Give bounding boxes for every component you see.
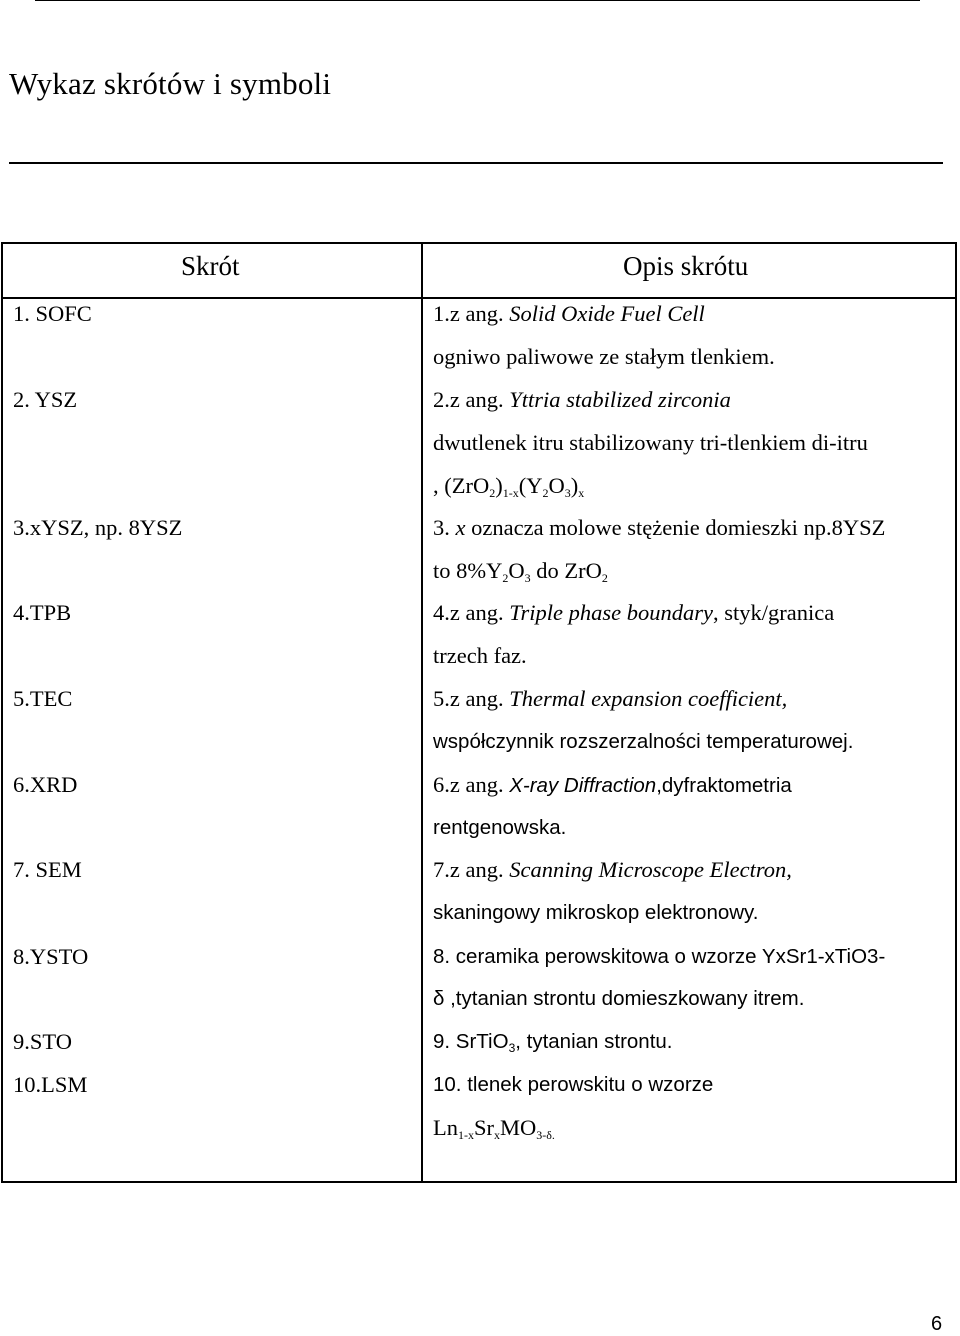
page-title: Wykaz skrótów i symboli [9, 66, 332, 101]
desc-9-line-1: 9. SrTiO$_3$, tytanian strontu. [433, 1030, 673, 1055]
desc-7-english: Scanning Microscope Electron, [509, 857, 792, 882]
desc-5-line-1: 5.z ang. Thermal expansion coefficient, [433, 686, 788, 711]
title-rule [9, 162, 943, 164]
page-number: 6 [931, 1313, 943, 1335]
desc-5-english: Thermal expansion coefficient, [509, 686, 788, 711]
label-tpb: 4.TPB [13, 600, 72, 625]
label-sofc: 1. SOFC [13, 301, 92, 326]
desc-4-english: Triple phase boundary [509, 600, 713, 625]
label-xrd: 6.XRD [13, 772, 78, 797]
label-tec: 5.TEC [13, 686, 73, 711]
header-rule [3, 297, 955, 299]
desc-6-line-1: 6.z ang. X-ray Diffraction,dyfraktometria [433, 772, 792, 797]
desc-2-prefix: 2.z ang. [433, 387, 510, 412]
desc-10-formula: $Ln_{1-x}Sr_xMO_{3-\delta.}$ [433, 1115, 555, 1142]
desc-3-variable: x [455, 515, 466, 540]
desc-8-line-2: δ ,tytanian strontu domieszkowany itrem. [433, 987, 805, 1010]
desc-8-line-1: 8. ceramika perowskitowa o wzorze YxSr1-xTiO3- [433, 945, 886, 968]
label-lsm: 10.LSM [13, 1072, 88, 1097]
label-xysz: 3.xYSZ, np. 8YSZ [13, 515, 183, 540]
abbreviations-table [1, 242, 957, 1183]
desc-6-english: X-ray Diffraction [509, 774, 657, 797]
desc-2-formula: , $(ZrO_2)_{1-x}(Y_2O_3)_x$ [433, 473, 585, 500]
desc-2-english: Yttria stabilized zirconia [509, 387, 731, 412]
label-ysz: 2. YSZ [13, 387, 78, 412]
label-ysto: 8.YSTO [13, 944, 89, 969]
desc-1-line-2: ogniwo paliwowe ze stałym tlenkiem. [433, 344, 775, 369]
desc-5-line-2: współczynnik rozszerzalności temperaturowej. [433, 730, 854, 753]
desc-7-line-2: skaningowy mikroskop elektronowy. [433, 901, 759, 924]
desc-2-line-2: dwutlenek itru stabilizowany tri-tlenkiem di-itru [433, 430, 868, 455]
desc-2-line-1 [433, 386, 731, 414]
top-rule [35, 0, 920, 1]
desc-3-line-1: 3. x oznacza molowe stężenie domieszki np.8YSZ [433, 515, 886, 540]
desc-10-line-1: 10. tlenek perowskitu o wzorze [433, 1073, 714, 1096]
desc-1-line-1 [433, 300, 705, 328]
header-description: Opis skrótu [623, 251, 749, 281]
label-sem: 7. SEM [13, 857, 82, 882]
desc-4-line-2: trzech faz. [433, 643, 527, 668]
desc-1-prefix: 1.z ang. [433, 301, 510, 326]
desc-1-english: Solid Oxide Fuel Cell [509, 301, 705, 326]
desc-4-line-1: 4.z ang. Triple phase boundary, styk/granica [433, 600, 835, 625]
desc-6-line-2: rentgenowska. [433, 816, 567, 839]
label-sto: 9.STO [13, 1029, 72, 1054]
header-abbreviation: Skrót [181, 251, 240, 281]
desc-7-line-1: 7.z ang. Scanning Microscope Electron, [433, 857, 792, 882]
desc-3-formula: to $8\%Y_2O_3$ do ZrO$_2$ [433, 558, 608, 585]
column-divider [421, 244, 423, 1181]
